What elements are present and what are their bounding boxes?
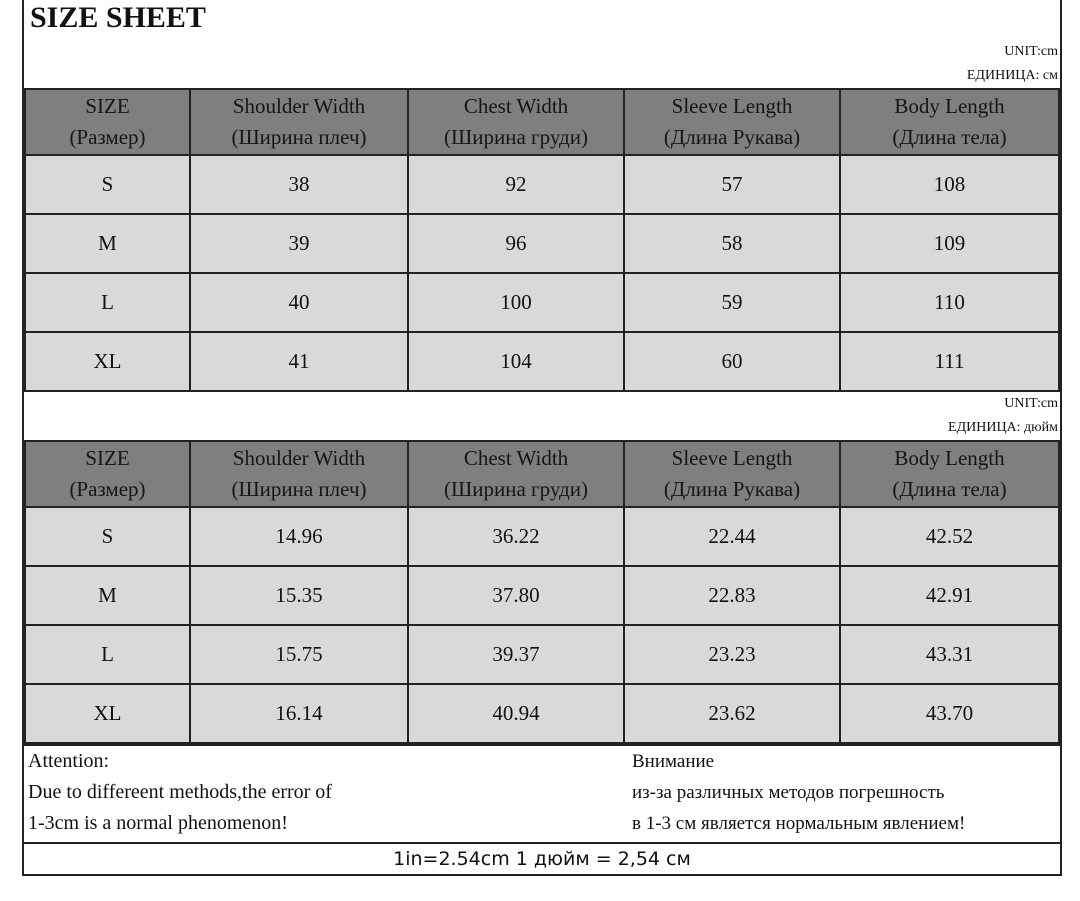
cell-chest: 36.22 xyxy=(408,507,624,566)
cell-size: L xyxy=(25,625,190,684)
cell-size: XL xyxy=(25,684,190,743)
header-row xyxy=(25,89,1059,155)
cell-chest: 104 xyxy=(408,332,624,391)
cell-shoulder: 16.14 xyxy=(190,684,408,743)
cell-chest: 96 xyxy=(408,214,624,273)
cell-chest: 40.94 xyxy=(408,684,624,743)
cell-sleeve: 58 xyxy=(624,214,840,273)
attention-ru-line2: в 1-3 см является нормальным явлением! xyxy=(632,813,966,834)
cell-shoulder: 41 xyxy=(190,332,408,391)
table-row xyxy=(25,684,1059,743)
attention-ru xyxy=(628,746,1060,842)
page-title: SIZE SHEET xyxy=(30,1,206,34)
attention-en xyxy=(24,746,628,842)
size-sheet xyxy=(22,0,1062,876)
cell-shoulder: 38 xyxy=(190,155,408,214)
attention-en-line2: 1-3cm is a normal phenomenon! xyxy=(28,812,288,834)
unit-label-cm xyxy=(24,40,1060,88)
cell-shoulder: 39 xyxy=(190,214,408,273)
cell-body: 108 xyxy=(840,155,1059,214)
cell-sleeve: 22.44 xyxy=(624,507,840,566)
attention-notes xyxy=(24,744,1060,842)
header-shoulder-width: Shoulder Width (Ширина плеч) xyxy=(190,441,408,507)
cell-body: 110 xyxy=(840,273,1059,332)
header-body-length: Body Length (Длина тела) xyxy=(840,89,1059,155)
cell-body: 43.31 xyxy=(840,625,1059,684)
cell-size: M xyxy=(25,214,190,273)
table-row xyxy=(25,273,1059,332)
unit-label-in xyxy=(24,392,1060,440)
cell-size: M xyxy=(25,566,190,625)
unit-en: UNIT:cm xyxy=(1004,44,1058,59)
table-row xyxy=(25,566,1059,625)
table-row xyxy=(25,332,1059,391)
cell-body: 43.70 xyxy=(840,684,1059,743)
unit-ru: ЕДИНИЦА: см xyxy=(966,68,1058,83)
cell-size: S xyxy=(25,507,190,566)
cell-shoulder: 40 xyxy=(190,273,408,332)
table-row xyxy=(25,507,1059,566)
header-size: SIZE (Размер) xyxy=(25,89,190,155)
cell-body: 42.52 xyxy=(840,507,1059,566)
cell-sleeve: 60 xyxy=(624,332,840,391)
attention-en-title: Attention: xyxy=(28,750,110,772)
header-shoulder-width: Shoulder Width (Ширина плеч) xyxy=(190,89,408,155)
cell-sleeve: 59 xyxy=(624,273,840,332)
cell-chest: 92 xyxy=(408,155,624,214)
cell-size: S xyxy=(25,155,190,214)
cell-shoulder: 14.96 xyxy=(190,507,408,566)
header-row xyxy=(25,441,1059,507)
attention-ru-line1: из-за различных методов погрешность xyxy=(632,782,945,803)
conversion-note: 1in=2.54cm 1 дюйм = 2,54 см xyxy=(24,842,1060,876)
cell-sleeve: 22.83 xyxy=(624,566,840,625)
cell-size: XL xyxy=(25,332,190,391)
header-sleeve-length: Sleeve Length (Длина Рукава) xyxy=(624,89,840,155)
table-row xyxy=(25,155,1059,214)
cell-chest: 37.80 xyxy=(408,566,624,625)
unit-en: UNIT:cm xyxy=(1004,396,1058,411)
cell-sleeve: 23.23 xyxy=(624,625,840,684)
cell-body: 109 xyxy=(840,214,1059,273)
attention-ru-title: Внимание xyxy=(632,751,715,772)
cell-chest: 100 xyxy=(408,273,624,332)
cell-sleeve: 23.62 xyxy=(624,684,840,743)
cell-shoulder: 15.75 xyxy=(190,625,408,684)
cell-size: L xyxy=(25,273,190,332)
table-row xyxy=(25,625,1059,684)
cell-chest: 39.37 xyxy=(408,625,624,684)
cell-body: 111 xyxy=(840,332,1059,391)
header-sleeve-length: Sleeve Length (Длина Рукава) xyxy=(624,441,840,507)
header-chest-width: Chest Width (Ширина груди) xyxy=(408,89,624,155)
unit-ru: ЕДИНИЦА: дюйм xyxy=(948,420,1058,435)
header-size: SIZE (Размер) xyxy=(25,441,190,507)
table-row xyxy=(25,214,1059,273)
cell-sleeve: 57 xyxy=(624,155,840,214)
size-table-cm xyxy=(24,88,1060,392)
header-chest-width: Chest Width (Ширина груди) xyxy=(408,441,624,507)
header-body-length: Body Length (Длина тела) xyxy=(840,441,1059,507)
size-table-in xyxy=(24,440,1060,744)
attention-en-line1: Due to differeent methods,the error of xyxy=(28,781,332,803)
cell-body: 42.91 xyxy=(840,566,1059,625)
cell-shoulder: 15.35 xyxy=(190,566,408,625)
